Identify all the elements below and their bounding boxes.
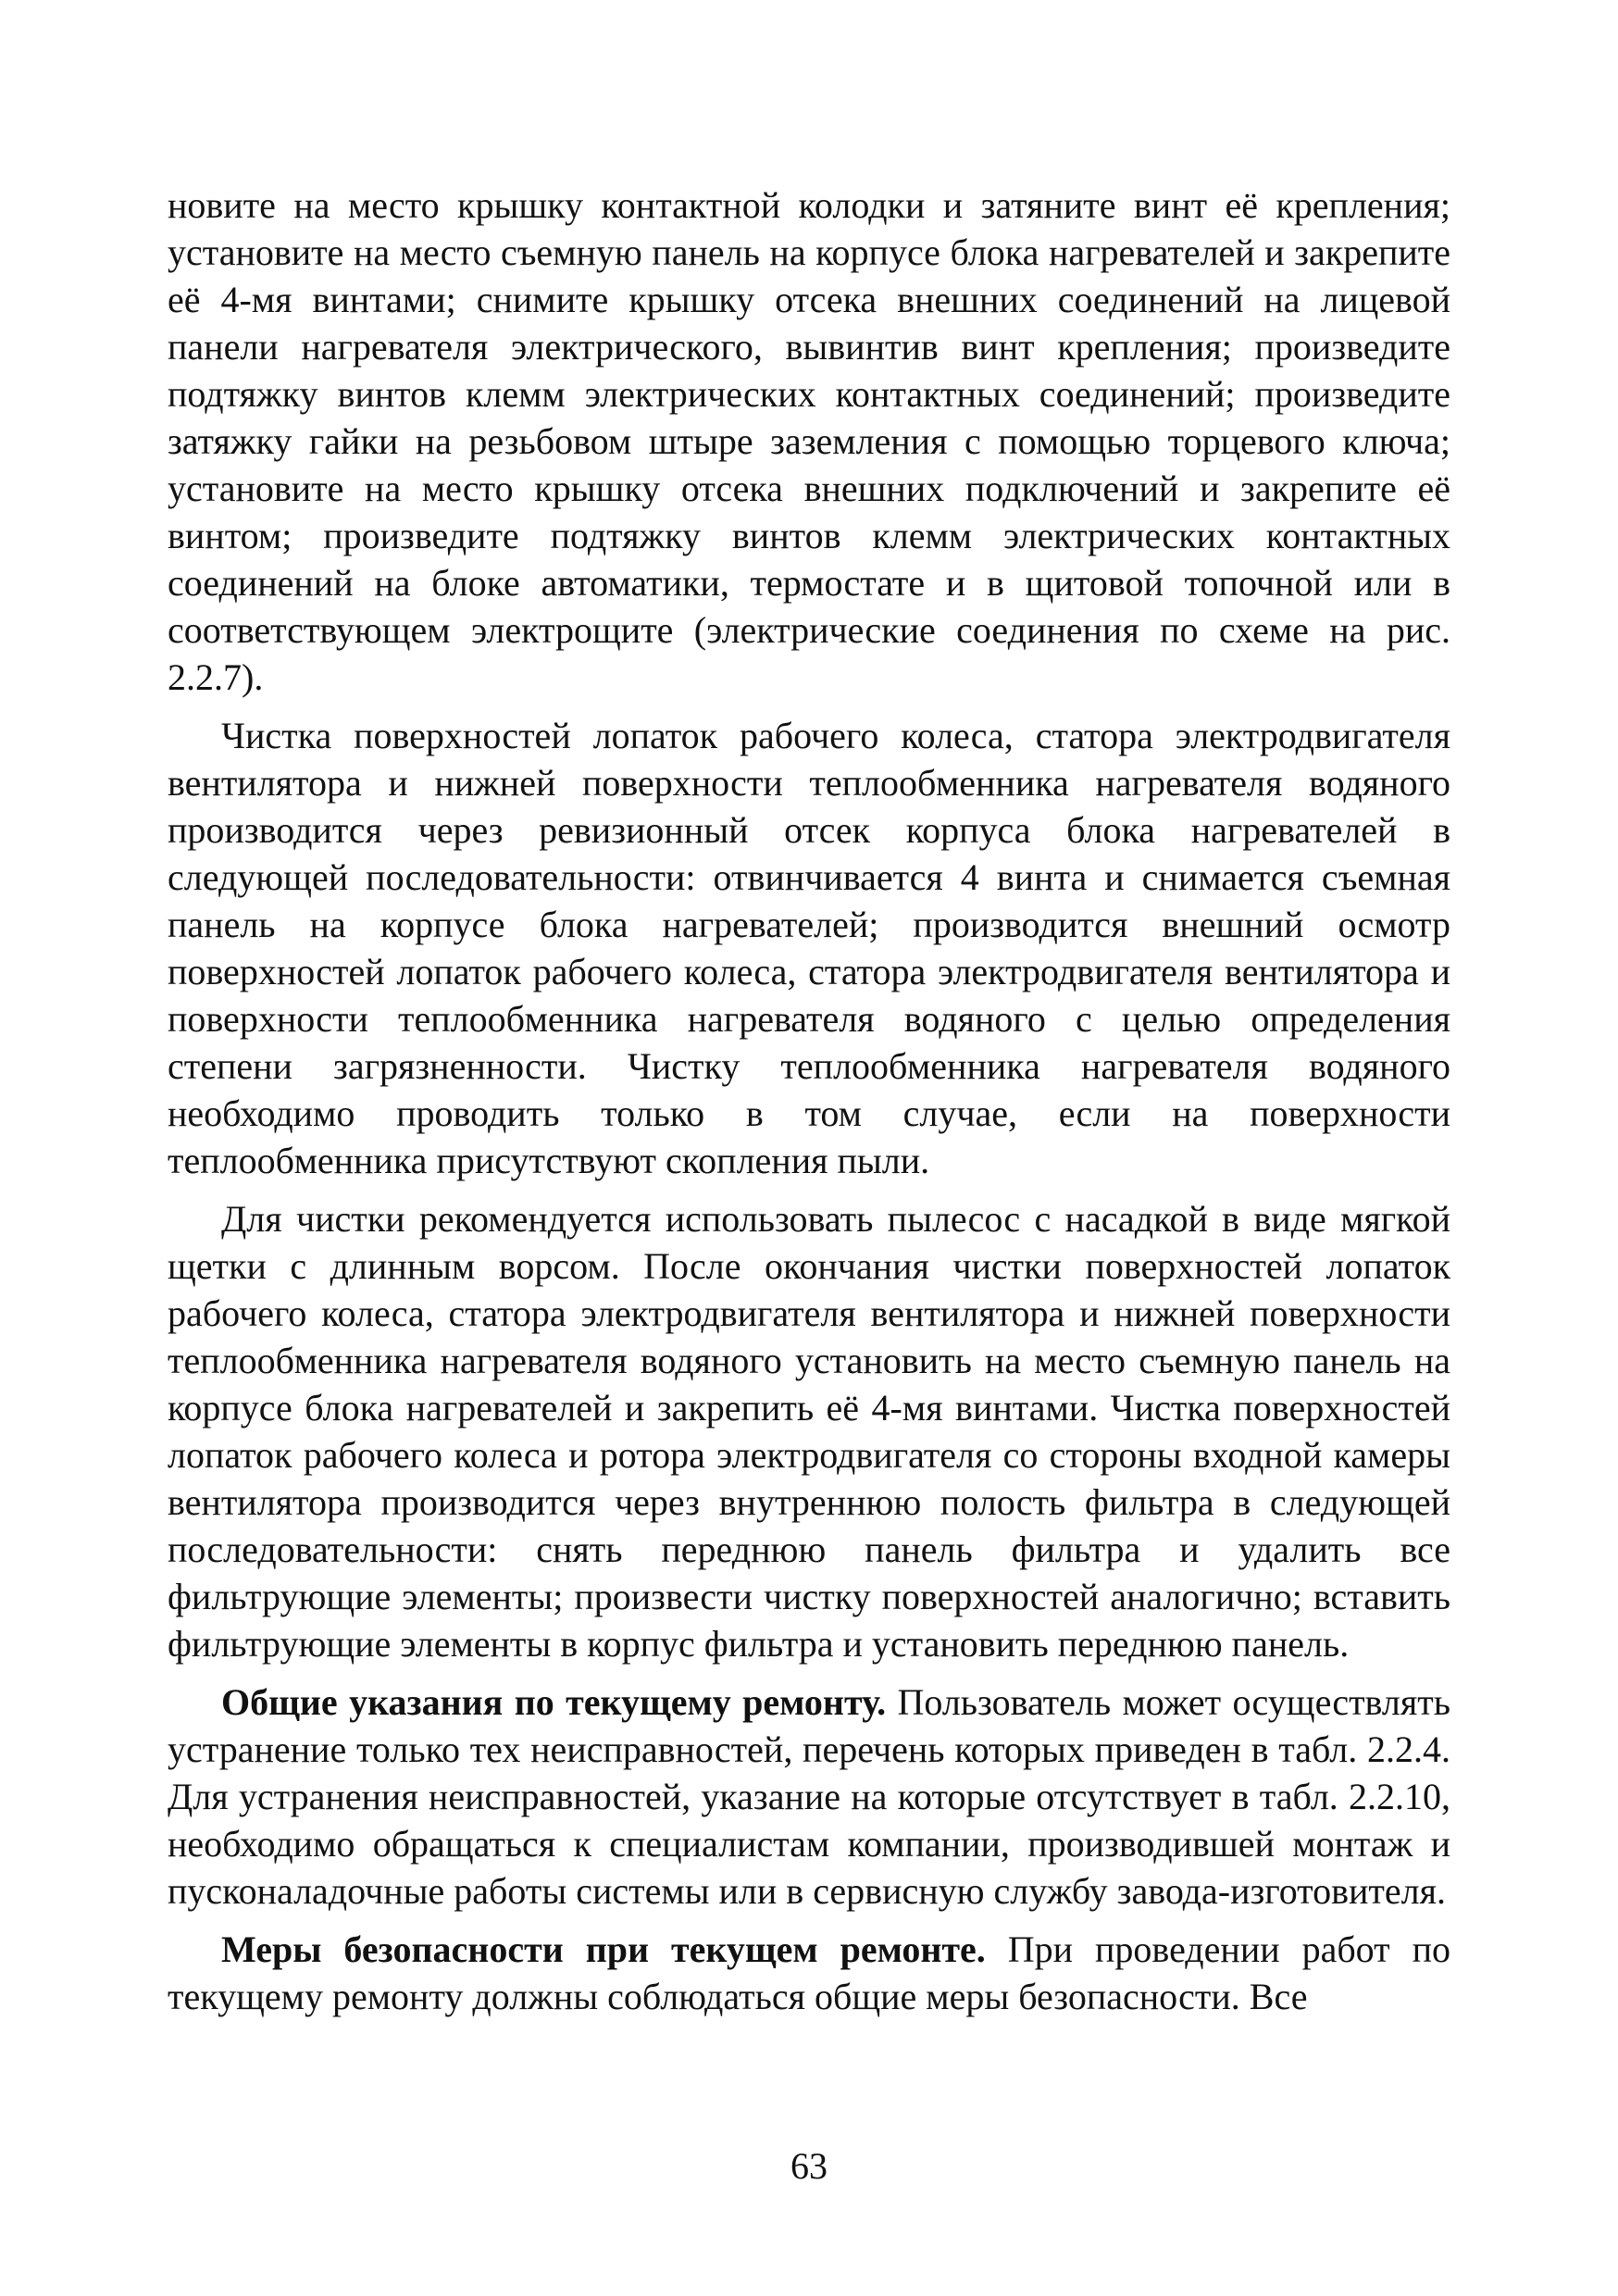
paragraph-5 bbox=[168, 1926, 1450, 2020]
paragraph-5-text: При проведении работ по текущему ремонту должны соблюдаться общие меры безопасности. Все bbox=[168, 1928, 1450, 2017]
paragraph-3 bbox=[168, 1195, 1450, 1667]
paragraph-4 bbox=[168, 1678, 1450, 1915]
paragraph-2-text: Чистка поверхностей лопаток рабочего колеса, статора электродвигателя вентилятора и нижней поверхности теплообменника нагревателя водяного производится через ревизионный отсек корпуса блока нагревателей в следующей последовательности: отвинчивается 4 винта и снимается съемная панель на корпусе блока нагревателей; производится внешний осмотр поверхностей лопаток рабочего колеса, статора электродвигателя вентилятора и поверхности теплообменника нагревателя водяного с целью определения степени загрязненности. Чистку теплообменника нагревателя водяного необходимо проводить только в том случае, если на поверхности теплообменника присутствуют скопления пыли. bbox=[168, 715, 1450, 1181]
paragraph-3-text: Для чистки рекомендуется использовать пылесос с насадкой в виде мягкой щетки с длинным ворсом. После окончания чистки поверхностей лопаток рабочего колеса, статора электродвигателя вентилятора и нижней поверхности теплообменника нагревателя водяного установить на место съемную панель на корпусе блока нагревателей и закрепить её 4-мя винтами. Чистка поверхностей лопаток рабочего колеса и ротора электродвигателя со стороны входной камеры вентилятора производится через внутреннюю полость фильтра в следующей последовательности: снять переднюю панель фильтра и удалить все фильтрующие элементы; произвести чистку поверхностей аналогично; вставить фильтрующие элементы в корпус фильтра и установить переднюю панель. bbox=[168, 1198, 1450, 1665]
page-body bbox=[168, 181, 1450, 2031]
paragraph-4-text: Пользователь может осуществлять устранение только тех неисправностей, перечень которых приведен в табл. 2.2.4. Для устранения неисправностей, указание на которые отсутствует в табл. 2.2.10, необходимо обращаться к специалистам компании, производившей монтаж и пусконаладочные работы системы или в сервисную службу завода-изготовителя. bbox=[168, 1681, 1450, 1912]
page-number: 63 bbox=[790, 2145, 828, 2187]
paragraph-1 bbox=[168, 181, 1450, 701]
section-heading-safety-measures: Меры безопасности при текущем ремонте. bbox=[221, 1928, 986, 1970]
paragraph-1-text: новите на место крышку контактной колодки и затяните винт её крепления; установите на место съемную панель на корпусе блока нагревателей и закрепите её 4-мя винтами; снимите крышку отсека внешних соединений на лицевой панели нагревателя электрического, вывинтив винт крепления; произведите подтяжку винтов клемм электрических контактных соединений; произведите затяжку гайки на резьбовом штыре заземления с помощью торцевого ключа; установите на место крышку отсека внешних подключений и закрепите её винтом; произведите подтяжку винтов клемм электрических контактных соединений на блоке автоматики, термостате и в щитовой топочной или в соответствующем электрощите (электрические соединения по схеме на рис. 2.2.7). bbox=[168, 184, 1450, 698]
section-heading-repair-guidelines: Общие указания по текущему ремонту. bbox=[221, 1681, 887, 1723]
paragraph-2 bbox=[168, 712, 1450, 1184]
